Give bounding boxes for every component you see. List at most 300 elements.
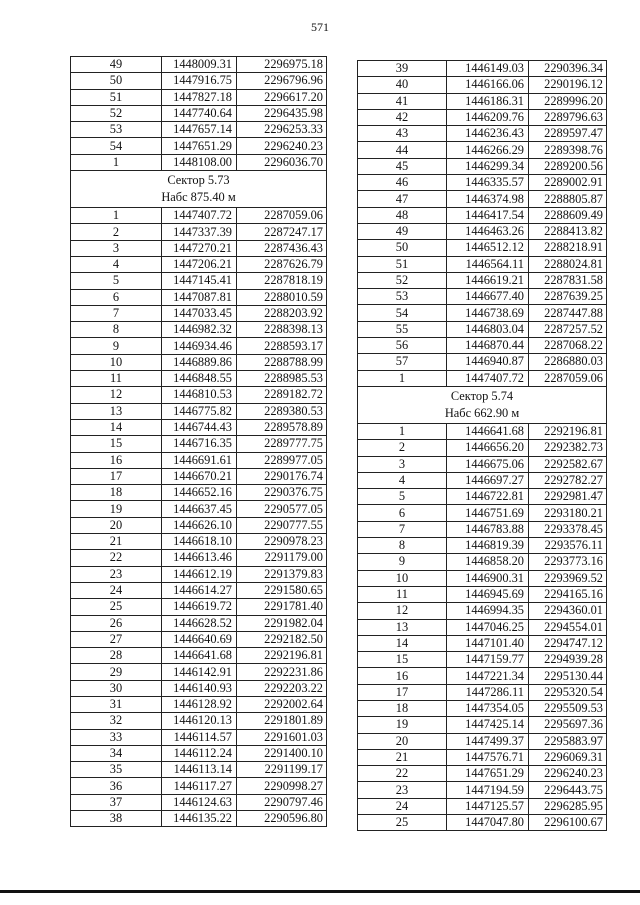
point-number-cell: 47 [358,191,447,207]
x-coordinate-cell: 1447657.14 [162,122,237,138]
table-row [71,273,327,289]
y-coordinate-cell: 2291580.65 [237,582,327,598]
table-row [358,472,607,488]
y-coordinate-cell: 2294939.28 [529,652,607,668]
y-coordinate-cell: 2289182.72 [237,387,327,403]
x-coordinate-cell: 1446113.14 [162,762,237,778]
point-number-cell: 32 [71,713,162,729]
table-row [358,256,607,272]
point-number-cell: 33 [71,729,162,745]
y-coordinate-cell: 2290396.34 [529,61,607,77]
x-coordinate-cell: 1447425.14 [447,717,529,733]
point-number-cell: 29 [71,664,162,680]
point-number-cell: 26 [71,615,162,631]
x-coordinate-cell: 1447354.05 [447,700,529,716]
y-coordinate-cell: 2291379.83 [237,566,327,582]
point-number-cell: 44 [358,142,447,158]
x-coordinate-cell: 1446640.69 [162,631,237,647]
table-row [358,338,607,354]
y-coordinate-cell: 2290577.05 [237,501,327,517]
table-row [358,305,607,321]
x-coordinate-cell: 1446463.26 [447,223,529,239]
table-row [71,387,327,403]
x-coordinate-cell: 1446166.06 [447,77,529,93]
y-coordinate-cell: 2290196.12 [529,77,607,93]
point-number-cell: 20 [71,517,162,533]
table-row [358,554,607,570]
y-coordinate-cell: 2293378.45 [529,521,607,537]
y-coordinate-cell: 2288413.82 [529,223,607,239]
table-row [71,729,327,745]
table-row [358,93,607,109]
section-header-row [71,171,327,208]
y-coordinate-cell: 2290978.23 [237,534,327,550]
point-number-cell: 52 [358,272,447,288]
table-row [358,158,607,174]
y-coordinate-cell: 2290176.74 [237,468,327,484]
x-coordinate-cell: 1446889.86 [162,354,237,370]
y-coordinate-cell: 2296240.23 [237,138,327,154]
table-row [358,354,607,370]
table-row [358,440,607,456]
y-coordinate-cell: 2288805.87 [529,191,607,207]
point-number-cell: 12 [358,603,447,619]
point-number-cell: 1 [358,370,447,386]
point-number-cell: 36 [71,778,162,794]
point-number-cell: 3 [358,456,447,472]
x-coordinate-cell: 1446209.76 [447,109,529,125]
y-coordinate-cell: 2292582.67 [529,456,607,472]
x-coordinate-cell: 1447270.21 [162,240,237,256]
point-number-cell: 24 [358,798,447,814]
table-row [71,778,327,794]
point-number-cell: 50 [71,73,162,89]
point-number-cell: 8 [71,322,162,338]
y-coordinate-cell: 2290777.55 [237,517,327,533]
x-coordinate-cell: 1446783.88 [447,521,529,537]
y-coordinate-cell: 2289796.63 [529,109,607,125]
x-coordinate-cell: 1446691.61 [162,452,237,468]
table-row [358,126,607,142]
table-row [71,534,327,550]
table-row [358,223,607,239]
table-row [358,815,607,831]
x-coordinate-cell: 1446641.68 [162,648,237,664]
point-number-cell: 41 [358,93,447,109]
table-row [71,338,327,354]
y-coordinate-cell: 2288203.92 [237,305,327,321]
table-row [358,619,607,635]
table-row [71,485,327,501]
point-number-cell: 17 [71,468,162,484]
table-row [358,717,607,733]
y-coordinate-cell: 2296285.95 [529,798,607,814]
x-coordinate-cell: 1446744.43 [162,419,237,435]
page-bottom-border [0,890,640,893]
y-coordinate-cell: 2287059.06 [237,208,327,224]
table-row [358,521,607,537]
y-coordinate-cell: 2288985.53 [237,371,327,387]
table-row [358,61,607,77]
table-row [71,794,327,810]
x-coordinate-cell: 1446612.19 [162,566,237,582]
x-coordinate-cell: 1446124.63 [162,794,237,810]
point-number-cell: 42 [358,109,447,125]
y-coordinate-cell: 2290998.27 [237,778,327,794]
table-row [71,648,327,664]
y-coordinate-cell: 2289977.05 [237,452,327,468]
x-coordinate-cell: 1446670.21 [162,468,237,484]
y-coordinate-cell: 2289597.47 [529,126,607,142]
x-coordinate-cell: 1446628.52 [162,615,237,631]
y-coordinate-cell: 2292203.22 [237,680,327,696]
x-coordinate-cell: 1446900.31 [447,570,529,586]
y-coordinate-cell: 2292382.73 [529,440,607,456]
y-coordinate-cell: 2288788.99 [237,354,327,370]
table-row [358,321,607,337]
x-coordinate-cell: 1446374.98 [447,191,529,207]
x-coordinate-cell: 1447087.81 [162,289,237,305]
x-coordinate-cell: 1446775.82 [162,403,237,419]
y-coordinate-cell: 2291601.03 [237,729,327,745]
x-coordinate-cell: 1447740.64 [162,105,237,121]
y-coordinate-cell: 2288024.81 [529,256,607,272]
point-number-cell: 10 [71,354,162,370]
x-coordinate-cell: 1446738.69 [447,305,529,321]
point-number-cell: 13 [71,403,162,419]
x-coordinate-cell: 1447576.71 [447,749,529,765]
x-coordinate-cell: 1446112.24 [162,745,237,761]
point-number-cell: 9 [358,554,447,570]
table-row [358,782,607,798]
x-coordinate-cell: 1446140.93 [162,680,237,696]
table-row [71,256,327,272]
table-row [71,631,327,647]
section-length: Набс 875.40 м [161,190,236,205]
point-number-cell: 25 [71,599,162,615]
point-number-cell: 27 [71,631,162,647]
x-coordinate-cell: 1447159.77 [447,652,529,668]
table-row [71,208,327,224]
x-coordinate-cell: 1447651.29 [447,766,529,782]
point-number-cell: 4 [71,256,162,272]
x-coordinate-cell: 1446870.44 [447,338,529,354]
point-number-cell: 11 [71,371,162,387]
point-number-cell: 14 [358,635,447,651]
table-row [71,403,327,419]
x-coordinate-cell: 1446618.10 [162,534,237,550]
table-row [358,586,607,602]
x-coordinate-cell: 1446299.34 [447,158,529,174]
point-number-cell: 19 [71,501,162,517]
point-number-cell: 31 [71,696,162,712]
point-number-cell: 50 [358,240,447,256]
point-number-cell: 35 [71,762,162,778]
point-number-cell: 55 [358,321,447,337]
section-header [358,386,607,423]
table-row [358,289,607,305]
point-number-cell: 22 [358,766,447,782]
point-number-cell: 30 [71,680,162,696]
table-row [358,240,607,256]
table-row [358,766,607,782]
x-coordinate-cell: 1446149.03 [447,61,529,77]
y-coordinate-cell: 2288609.49 [529,207,607,223]
point-number-cell: 2 [358,440,447,456]
y-coordinate-cell: 2289578.89 [237,419,327,435]
point-number-cell: 18 [358,700,447,716]
x-coordinate-cell: 1447047.80 [447,815,529,831]
table-row [71,664,327,680]
x-coordinate-cell: 1447101.40 [447,635,529,651]
table-row [71,436,327,452]
table-row [71,105,327,121]
table-row [358,207,607,223]
y-coordinate-cell: 2291199.17 [237,762,327,778]
table-row [358,272,607,288]
point-number-cell: 23 [358,782,447,798]
y-coordinate-cell: 2288010.59 [237,289,327,305]
x-coordinate-cell: 1446135.22 [162,811,237,827]
y-coordinate-cell: 2292782.27 [529,472,607,488]
y-coordinate-cell: 2289398.76 [529,142,607,158]
x-coordinate-cell: 1446677.40 [447,289,529,305]
table-row [358,175,607,191]
point-number-cell: 56 [358,338,447,354]
table-row [71,240,327,256]
x-coordinate-cell: 1446236.43 [447,126,529,142]
table-row [71,713,327,729]
point-number-cell: 15 [358,652,447,668]
point-number-cell: 49 [71,57,162,73]
x-coordinate-cell: 1447221.34 [447,668,529,684]
point-number-cell: 10 [358,570,447,586]
point-number-cell: 2 [71,224,162,240]
point-number-cell: 12 [71,387,162,403]
table-row [358,505,607,521]
x-coordinate-cell: 1446128.92 [162,696,237,712]
y-coordinate-cell: 2288398.13 [237,322,327,338]
y-coordinate-cell: 2295883.97 [529,733,607,749]
table-row [71,154,327,170]
y-coordinate-cell: 2291781.40 [237,599,327,615]
y-coordinate-cell: 2296036.70 [237,154,327,170]
x-coordinate-cell: 1446858.20 [447,554,529,570]
x-coordinate-cell: 1446982.32 [162,322,237,338]
y-coordinate-cell: 2289200.56 [529,158,607,174]
y-coordinate-cell: 2291801.89 [237,713,327,729]
y-coordinate-cell: 2292002.64 [237,696,327,712]
x-coordinate-cell: 1446716.35 [162,436,237,452]
x-coordinate-cell: 1446934.46 [162,338,237,354]
y-coordinate-cell: 2292196.81 [529,423,607,439]
table-row [358,109,607,125]
point-number-cell: 21 [71,534,162,550]
point-number-cell: 9 [71,338,162,354]
x-coordinate-cell: 1448108.00 [162,154,237,170]
point-number-cell: 3 [71,240,162,256]
x-coordinate-cell: 1447407.72 [447,370,529,386]
point-number-cell: 20 [358,733,447,749]
y-coordinate-cell: 2291179.00 [237,550,327,566]
x-coordinate-cell: 1446697.27 [447,472,529,488]
table-row [71,582,327,598]
table-row [71,354,327,370]
table-row [358,635,607,651]
table-row [71,371,327,387]
y-coordinate-cell: 2290797.46 [237,794,327,810]
x-coordinate-cell: 1446819.39 [447,538,529,554]
table-row [71,289,327,305]
x-coordinate-cell: 1446722.81 [447,489,529,505]
x-coordinate-cell: 1446619.21 [447,272,529,288]
y-coordinate-cell: 2287068.22 [529,338,607,354]
y-coordinate-cell: 2294360.01 [529,603,607,619]
y-coordinate-cell: 2295320.54 [529,684,607,700]
y-coordinate-cell: 2289002.91 [529,175,607,191]
point-number-cell: 25 [358,815,447,831]
x-coordinate-cell: 1447125.57 [447,798,529,814]
y-coordinate-cell: 2296435.98 [237,105,327,121]
y-coordinate-cell: 2290376.75 [237,485,327,501]
point-number-cell: 16 [358,668,447,684]
y-coordinate-cell: 2287247.17 [237,224,327,240]
y-coordinate-cell: 2287831.58 [529,272,607,288]
table-row [358,142,607,158]
x-coordinate-cell: 1446613.46 [162,550,237,566]
point-number-cell: 17 [358,684,447,700]
y-coordinate-cell: 2288593.17 [237,338,327,354]
table-row [71,745,327,761]
table-row [358,700,607,716]
x-coordinate-cell: 1446266.29 [447,142,529,158]
table-row [358,489,607,505]
x-coordinate-cell: 1446417.54 [447,207,529,223]
point-number-cell: 13 [358,619,447,635]
point-number-cell: 53 [358,289,447,305]
table-row [71,501,327,517]
y-coordinate-cell: 2292196.81 [237,648,327,664]
y-coordinate-cell: 2286880.03 [529,354,607,370]
point-number-cell: 16 [71,452,162,468]
table-row [358,684,607,700]
point-number-cell: 46 [358,175,447,191]
x-coordinate-cell: 1447033.45 [162,305,237,321]
table-row [358,668,607,684]
y-coordinate-cell: 2292182.50 [237,631,327,647]
x-coordinate-cell: 1446751.69 [447,505,529,521]
x-coordinate-cell: 1446675.06 [447,456,529,472]
x-coordinate-cell: 1446848.55 [162,371,237,387]
x-coordinate-cell: 1447286.11 [447,684,529,700]
section-length: Набс 662.90 м [444,405,520,420]
point-number-cell: 18 [71,485,162,501]
x-coordinate-cell: 1448009.31 [162,57,237,73]
y-coordinate-cell: 2287626.79 [237,256,327,272]
y-coordinate-cell: 2287436.43 [237,240,327,256]
x-coordinate-cell: 1447916.75 [162,73,237,89]
point-number-cell: 15 [71,436,162,452]
y-coordinate-cell: 2291982.04 [237,615,327,631]
y-coordinate-cell: 2296253.33 [237,122,327,138]
y-coordinate-cell: 2296069.31 [529,749,607,765]
y-coordinate-cell: 2296240.23 [529,766,607,782]
table-row [71,550,327,566]
y-coordinate-cell: 2287818.19 [237,273,327,289]
table-row [71,305,327,321]
table-row [71,468,327,484]
y-coordinate-cell: 2295130.44 [529,668,607,684]
y-coordinate-cell: 2296443.75 [529,782,607,798]
table-row [71,599,327,615]
point-number-cell: 51 [71,89,162,105]
x-coordinate-cell: 1447499.37 [447,733,529,749]
x-coordinate-cell: 1446652.16 [162,485,237,501]
y-coordinate-cell: 2287257.52 [529,321,607,337]
x-coordinate-cell: 1447206.21 [162,256,237,272]
x-coordinate-cell: 1447827.18 [162,89,237,105]
table-row [358,652,607,668]
point-number-cell: 37 [71,794,162,810]
point-number-cell: 21 [358,749,447,765]
table-row [71,452,327,468]
table-row [71,57,327,73]
table-row [71,615,327,631]
y-coordinate-cell: 2291400.10 [237,745,327,761]
y-coordinate-cell: 2293969.52 [529,570,607,586]
x-coordinate-cell: 1447145.41 [162,273,237,289]
table-row [71,138,327,154]
point-number-cell: 45 [358,158,447,174]
y-coordinate-cell: 2293773.16 [529,554,607,570]
y-coordinate-cell: 2287447.88 [529,305,607,321]
point-number-cell: 7 [71,305,162,321]
table-row [358,456,607,472]
x-coordinate-cell: 1446619.72 [162,599,237,615]
y-coordinate-cell: 2293576.11 [529,538,607,554]
table-row [71,696,327,712]
table-row [358,798,607,814]
y-coordinate-cell: 2288218.91 [529,240,607,256]
point-number-cell: 57 [358,354,447,370]
section-header [71,171,327,208]
table-row [71,762,327,778]
table-row [358,370,607,386]
x-coordinate-cell: 1446186.31 [447,93,529,109]
table-row [358,733,607,749]
x-coordinate-cell: 1447337.39 [162,224,237,240]
point-number-cell: 19 [358,717,447,733]
table-row [71,680,327,696]
x-coordinate-cell: 1446803.04 [447,321,529,337]
y-coordinate-cell: 2296796.96 [237,73,327,89]
point-number-cell: 14 [71,419,162,435]
point-number-cell: 40 [358,77,447,93]
point-number-cell: 6 [358,505,447,521]
x-coordinate-cell: 1446641.68 [447,423,529,439]
y-coordinate-cell: 2294165.16 [529,586,607,602]
table-row [71,419,327,435]
point-number-cell: 5 [358,489,447,505]
table-row [71,224,327,240]
x-coordinate-cell: 1446626.10 [162,517,237,533]
point-number-cell: 28 [71,648,162,664]
point-number-cell: 54 [71,138,162,154]
y-coordinate-cell: 2295509.53 [529,700,607,716]
table-row [358,423,607,439]
point-number-cell: 38 [71,811,162,827]
y-coordinate-cell: 2287059.06 [529,370,607,386]
